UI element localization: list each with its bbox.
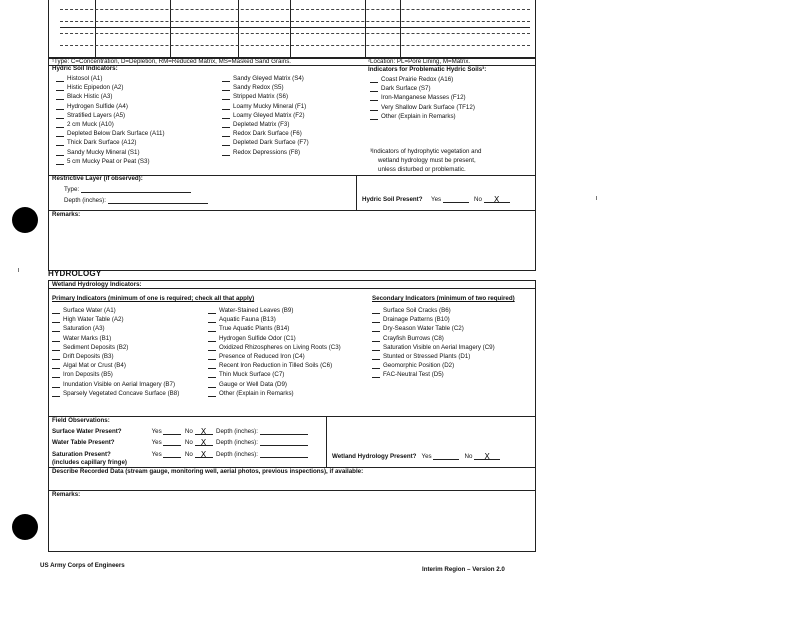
primary-indicator-item[interactable]: [208, 362, 341, 369]
hydric-indicator-item[interactable]: [222, 75, 309, 82]
saturation-no-mark: X: [200, 450, 207, 459]
checkbox-blank[interactable]: [56, 121, 64, 128]
hydric-indicator-item-label: Redox Depressions (F8): [233, 148, 301, 156]
hydric-indicator-item[interactable]: [56, 84, 165, 91]
secondary-indicators-title: Secondary Indicators (minimum of two required): [372, 295, 515, 302]
hydric-indicator-item[interactable]: [222, 93, 309, 100]
hydric-indicator-item[interactable]: [56, 139, 165, 146]
checkbox-blank[interactable]: [52, 362, 60, 369]
primary-indicator-item[interactable]: [208, 316, 341, 323]
checkbox-blank[interactable]: [56, 112, 64, 119]
hydric-indicator-item[interactable]: [222, 130, 309, 137]
primary-indicators-col2: [208, 307, 341, 399]
primary-indicator-item[interactable]: [208, 335, 341, 342]
saturation-yes[interactable]: [163, 451, 181, 458]
checkbox-blank[interactable]: [56, 158, 64, 165]
hydric-indicator-item[interactable]: [56, 130, 165, 137]
checkbox-blank[interactable]: [370, 104, 378, 111]
hydric-indicator-item-label: Histic Epipedon (A2): [67, 84, 124, 92]
hydrology-heading: HYDROLOGY: [48, 269, 102, 278]
checkbox-blank[interactable]: [372, 344, 380, 351]
primary-indicator-item-label: Recent Iron Reduction in Tilled Soils (C6): [219, 362, 333, 370]
problematic-indicators: [370, 76, 475, 122]
hydric-indicator-item[interactable]: [56, 121, 165, 128]
hydric-indicator-item-label: 2 cm Muck (A10): [67, 120, 114, 128]
checkbox-blank[interactable]: [208, 390, 216, 397]
hydric-no-field[interactable]: [484, 196, 510, 203]
saturation-depth[interactable]: [260, 451, 308, 458]
checkbox-blank[interactable]: [372, 371, 380, 378]
checkbox-blank[interactable]: [222, 93, 230, 100]
checkbox-blank[interactable]: [222, 103, 230, 110]
surface-water-no-mark: X: [200, 427, 207, 436]
hydric-remarks-label: Remarks:: [52, 211, 81, 218]
primary-indicator-item-label: Inundation Visible on Aerial Imagery (B7): [63, 380, 176, 388]
checkbox-blank[interactable]: [222, 112, 230, 119]
restrictive-type: Type:: [64, 186, 191, 193]
hydric-indicator-item-label: 5 cm Mucky Peat or Peat (S3): [67, 157, 150, 165]
primary-indicators-col1: [52, 307, 179, 399]
secondary-indicator-item[interactable]: [372, 316, 495, 323]
wetland-no-mark: X: [484, 452, 490, 461]
problematic-indicator-item-label: Very Shallow Dark Surface (TF12): [381, 103, 475, 111]
problematic-indicator-item[interactable]: [370, 85, 475, 92]
restrictive-title: Restrictive Layer (if observed):: [52, 175, 143, 182]
hydric-no-mark: X: [493, 195, 500, 204]
primary-indicator-item[interactable]: [208, 344, 341, 351]
checkbox-blank[interactable]: [56, 93, 64, 100]
field-observations-title: Field Observations:: [52, 417, 110, 424]
water-table-yes[interactable]: [163, 439, 181, 446]
checkbox-blank[interactable]: [56, 149, 64, 156]
secondary-indicator-item-label: Stunted or Stressed Plants (D1): [383, 352, 471, 360]
checkbox-blank[interactable]: [370, 76, 378, 83]
hydric-indicator-item-label: Loamy Gleyed Matrix (F2): [233, 111, 305, 119]
hydric-indicator-item[interactable]: [56, 112, 165, 119]
checkbox-blank[interactable]: [56, 84, 64, 91]
hydric-indicator-item-label: Stripped Matrix (S6): [233, 93, 289, 101]
hydric-indicator-item[interactable]: [222, 149, 309, 156]
checkbox-blank[interactable]: [208, 381, 216, 388]
primary-indicator-item-label: True Aquatic Plants (B14): [219, 325, 290, 333]
hydric-soil-present: Hydric Soil Present? Yes No X: [362, 196, 510, 203]
checkbox-blank[interactable]: [52, 390, 60, 397]
hydric-yes-field[interactable]: [443, 196, 469, 203]
primary-indicator-item[interactable]: [52, 344, 179, 351]
hydric-indicator-item-label: Depleted Dark Surface (F7): [233, 139, 309, 147]
depth-field[interactable]: [108, 197, 208, 204]
scan-speck: [18, 268, 19, 272]
hydric-indicator-item[interactable]: [56, 149, 165, 156]
primary-indicator-item-label: Saturation (A3): [63, 325, 105, 333]
problematic-indicator-item-label: Iron-Manganese Masses (F12): [381, 94, 466, 102]
secondary-indicator-item[interactable]: [372, 307, 495, 314]
primary-indicator-item[interactable]: [52, 353, 179, 360]
primary-indicator-item[interactable]: [52, 325, 179, 332]
checkbox-blank[interactable]: [56, 130, 64, 137]
primary-indicator-item[interactable]: [208, 390, 341, 397]
checkbox-blank[interactable]: [52, 325, 60, 332]
primary-indicator-item-label: Presence of Reduced Iron (C4): [219, 352, 305, 360]
secondary-indicator-item-label: Crayfish Burrows (C8): [383, 334, 444, 342]
hydric-indicator-item-label: Hydrogen Sulfide (A4): [67, 102, 128, 110]
hydric-indicators-title: Hydric Soil Indicators:: [52, 65, 118, 72]
hydric-indicator-item[interactable]: [222, 139, 309, 146]
hydric-indicator-item[interactable]: [56, 158, 165, 165]
primary-indicators-title: Primary Indicators (minimum of one is required; check all that apply): [52, 295, 255, 302]
primary-indicator-item[interactable]: [208, 353, 341, 360]
checkbox-blank[interactable]: [56, 139, 64, 146]
primary-indicator-item[interactable]: [52, 371, 179, 378]
problematic-indicator-item[interactable]: [370, 76, 475, 83]
checkbox-blank[interactable]: [370, 94, 378, 101]
secondary-indicator-item[interactable]: [372, 335, 495, 342]
primary-indicator-item-label: Hydrogen Sulfide Odor (C1): [219, 334, 296, 342]
primary-indicator-item[interactable]: [52, 335, 179, 342]
checkbox-blank[interactable]: [372, 316, 380, 323]
hydric-indicator-item-label: Depleted Below Dark Surface (A11): [67, 130, 165, 138]
checkbox-blank[interactable]: [208, 335, 216, 342]
hydric-indicator-item[interactable]: [222, 112, 309, 119]
hydric-indicator-item[interactable]: [222, 121, 309, 128]
checkbox-blank[interactable]: [372, 307, 380, 314]
hydric-indicator-item-label: Depleted Matrix (F3): [233, 120, 290, 128]
checkbox-blank[interactable]: [372, 335, 380, 342]
hydric-indicator-item-label: Redox Dark Surface (F6): [233, 130, 302, 138]
wetland-yes-field[interactable]: [433, 453, 459, 460]
footer-left: US Army Corps of Engineers: [40, 562, 125, 569]
primary-indicator-item-label: Sediment Deposits (B2): [63, 343, 129, 351]
hydric-indicator-item-label: Sandy Gleyed Matrix (S4): [233, 75, 304, 82]
primary-indicator-item[interactable]: [52, 362, 179, 369]
secondary-indicators: [372, 307, 495, 381]
checkbox-blank[interactable]: [372, 325, 380, 332]
checkbox-blank[interactable]: [52, 335, 60, 342]
checkbox-blank[interactable]: [208, 307, 216, 314]
problematic-indicator-item[interactable]: [370, 94, 475, 101]
primary-indicator-item-label: Aquatic Fauna (B13): [219, 316, 276, 324]
problematic-indicator-item[interactable]: [370, 113, 475, 120]
primary-indicator-item-label: Water Marks (B1): [63, 334, 112, 342]
checkbox-blank[interactable]: [222, 75, 230, 82]
restrictive-depth: Depth (inches):: [64, 197, 208, 204]
hydric-indicator-item-label: Black Histic (A3): [67, 93, 113, 101]
hydric-indicators-col1: [56, 75, 165, 167]
indicators-note-2: wetland hydrology must be present,: [378, 157, 476, 164]
surface-water-no[interactable]: [195, 428, 213, 435]
primary-indicator-item[interactable]: [208, 371, 341, 378]
saturation-subtext: (includes capillary fringe): [52, 459, 127, 466]
checkbox-blank[interactable]: [222, 130, 230, 137]
checkbox-blank[interactable]: [222, 149, 230, 156]
checkbox-blank[interactable]: [370, 85, 378, 92]
checkbox-blank[interactable]: [222, 139, 230, 146]
describe-recorded-data: Describe Recorded Data (stream gauge, monitoring well, aerial photos, previous inspections), if available:: [52, 468, 364, 475]
surface-water-yes[interactable]: [163, 428, 181, 435]
hydric-indicator-item-label: Histosol (A1): [67, 75, 103, 82]
binder-hole-top: [12, 207, 38, 233]
checkbox-blank[interactable]: [208, 316, 216, 323]
saturation-no[interactable]: [195, 451, 213, 458]
checkbox-blank[interactable]: [208, 353, 216, 360]
secondary-indicator-item-label: FAC-Neutral Test (D5): [383, 371, 444, 379]
primary-indicator-item[interactable]: [52, 390, 179, 397]
primary-indicator-item-label: Algal Mat or Crust (B4): [63, 362, 126, 370]
checkbox-blank[interactable]: [208, 344, 216, 351]
indicators-note-3: unless disturbed or problematic.: [378, 166, 466, 173]
checkbox-blank[interactable]: [52, 381, 60, 388]
problematic-indicator-item[interactable]: [370, 104, 475, 111]
checkbox-blank[interactable]: [208, 371, 216, 378]
indicators-note: ³Indicators of hydrophytic vegetation and: [370, 148, 482, 155]
primary-indicator-item-label: Sparsely Vegetated Concave Surface (B8): [63, 389, 180, 397]
secondary-indicator-item-label: Geomorphic Position (D2): [383, 362, 455, 370]
primary-indicator-item-label: Oxidized Rhizospheres on Living Roots (C3): [219, 343, 341, 351]
hydric-indicator-item-label: Sandy Redox (S5): [233, 84, 284, 92]
hydric-indicators-col2: [222, 75, 309, 158]
water-table-no[interactable]: [195, 439, 213, 446]
secondary-indicator-item-label: Dry-Season Water Table (C2): [383, 325, 464, 333]
hydric-indicator-item-label: Sandy Mucky Mineral (S1): [67, 148, 140, 156]
secondary-indicator-item[interactable]: [372, 344, 495, 351]
checkbox-blank[interactable]: [52, 316, 60, 323]
primary-indicator-item[interactable]: [52, 316, 179, 323]
hydric-indicator-item-label: Stratified Layers (A5): [67, 111, 126, 119]
checkbox-blank[interactable]: [372, 362, 380, 369]
primary-indicator-item-label: Other (Explain in Remarks): [219, 389, 294, 397]
secondary-indicator-item-label: Drainage Patterns (B10): [383, 316, 450, 324]
checkbox-blank[interactable]: [222, 84, 230, 91]
wetland-no-field[interactable]: [474, 453, 500, 460]
checkbox-blank[interactable]: [52, 353, 60, 360]
secondary-indicator-item[interactable]: [372, 371, 495, 378]
checkbox-blank[interactable]: [222, 121, 230, 128]
primary-indicator-item[interactable]: [52, 307, 179, 314]
hydric-indicator-item[interactable]: [56, 93, 165, 100]
secondary-indicator-item-label: Surface Soil Cracks (B6): [383, 307, 451, 314]
primary-indicator-item-label: Drift Deposits (B3): [63, 352, 114, 360]
checkbox-blank[interactable]: [372, 353, 380, 360]
checkbox-blank[interactable]: [208, 325, 216, 332]
checkbox-blank[interactable]: [208, 362, 216, 369]
secondary-indicator-item-label: Saturation Visible on Aerial Imagery (C9): [383, 343, 495, 351]
primary-indicator-item-label: High Water Table (A2): [63, 316, 124, 324]
checkbox-blank[interactable]: [52, 307, 60, 314]
footer-right: Interim Region – Version 2.0: [422, 566, 505, 573]
primary-indicator-item[interactable]: [208, 381, 341, 388]
hydric-indicator-item-label: Loamy Mucky Mineral (F1): [233, 102, 307, 110]
primary-indicator-item[interactable]: [208, 307, 341, 314]
primary-indicator-item-label: Thin Muck Surface (C7): [219, 371, 285, 379]
primary-indicator-item-label: Surface Water (A1): [63, 307, 116, 314]
hydric-indicator-item[interactable]: [222, 84, 309, 91]
primary-indicator-item[interactable]: [208, 325, 341, 332]
primary-indicator-item-label: Water-Stained Leaves (B9): [219, 307, 294, 314]
hydric-indicator-item[interactable]: [222, 103, 309, 110]
type-footnote: ¹Type: C=Concentration, D=Depletion, RM=Reduced Matrix, MS=Masked Sand Grains.: [52, 58, 292, 65]
checkbox-blank[interactable]: [56, 75, 64, 82]
secondary-indicator-item[interactable]: [372, 362, 495, 369]
binder-hole-bottom: [12, 514, 38, 540]
water-table-row: Water Table Present? Yes No X Depth (inches):: [52, 439, 308, 446]
water-table-no-mark: X: [200, 438, 207, 447]
primary-indicator-item-label: Gauge or Well Data (D9): [219, 380, 287, 388]
problematic-indicator-item-label: Other (Explain in Remarks): [381, 112, 456, 120]
wetland-hydrology-present: Wetland Hydrology Present? Yes No X: [332, 453, 500, 460]
surface-water-depth[interactable]: [260, 428, 308, 435]
problematic-title: Indicators for Problematic Hydric Soils³:: [368, 66, 487, 73]
primary-indicator-item[interactable]: [52, 381, 179, 388]
checkbox-blank[interactable]: [52, 371, 60, 378]
water-table-depth[interactable]: [260, 439, 308, 446]
hydric-indicator-item-label: Thick Dark Surface (A12): [67, 139, 137, 147]
primary-indicator-item-label: Iron Deposits (B5): [63, 371, 113, 379]
type-field[interactable]: [81, 186, 191, 193]
scan-speck: [596, 196, 597, 200]
surface-water-row: Surface Water Present? Yes No X Depth (inches):: [52, 428, 308, 435]
hydric-indicator-item[interactable]: [56, 103, 165, 110]
checkbox-blank[interactable]: [370, 113, 378, 120]
secondary-indicator-item[interactable]: [372, 325, 495, 332]
wetland-indicators-title: Wetland Hydrology Indicators:: [52, 281, 142, 288]
location-footnote: ²Location: PL=Pore Lining, M=Matrix.: [368, 58, 471, 65]
checkbox-blank[interactable]: [56, 103, 64, 110]
secondary-indicator-item[interactable]: [372, 353, 495, 360]
problematic-indicator-item-label: Coast Prairie Redox (A16): [381, 76, 454, 83]
problematic-indicator-item-label: Dark Surface (S7): [381, 85, 431, 93]
hydrology-remarks-label: Remarks:: [52, 491, 81, 498]
checkbox-blank[interactable]: [52, 344, 60, 351]
saturation-row: Saturation Present? Yes No X Depth (inches):: [52, 451, 308, 458]
hydric-indicator-item[interactable]: [56, 75, 165, 82]
